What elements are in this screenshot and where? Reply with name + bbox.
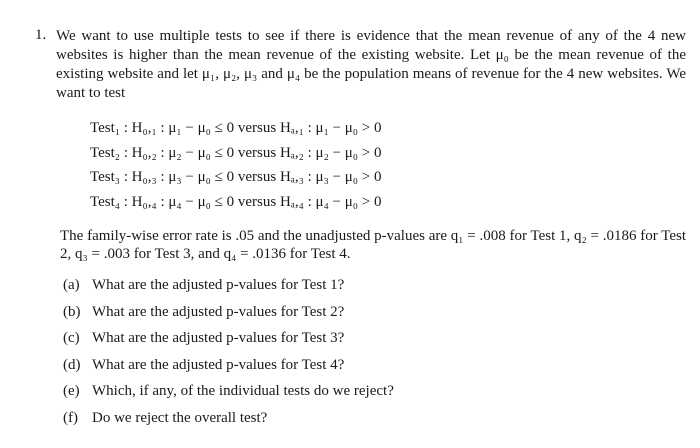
test-4-hypothesis: Test₄ : H₀,₄ : μ₄ − μ₀ ≤ 0 versus Hₐ,₄ : μ₄ − μ₀ > 0	[90, 193, 382, 210]
question-list	[63, 272, 394, 431]
question-text: What are the adjusted p-values for Test 1?	[92, 277, 345, 293]
question-label: (f)	[63, 409, 78, 426]
question-text: What are the adjusted p-values for Test 2?	[92, 303, 345, 320]
question-label: (a)	[63, 277, 80, 293]
hypothesis-tests	[90, 116, 382, 214]
question-b	[63, 299, 394, 326]
question-label: (b)	[63, 303, 81, 320]
question-a	[63, 272, 394, 299]
question-text: Do we reject the overall test?	[92, 409, 268, 426]
question-label: (e)	[63, 383, 80, 399]
question-text: What are the adjusted p-values for Test 3?	[92, 330, 345, 346]
problem-number: 1.	[35, 27, 47, 43]
question-label: (c)	[63, 330, 80, 346]
question-e	[63, 378, 394, 405]
question-text: What are the adjusted p-values for Test 4?	[92, 356, 345, 373]
test-3-hypothesis: Test₃ : H₀,₃ : μ₃ − μ₀ ≤ 0 versus Hₐ,₃ : μ₃ − μ₀ > 0	[90, 169, 382, 185]
test-1-hypothesis: Test₁ : H₀,₁ : μ₁ − μ₀ ≤ 0 versus Hₐ,₁ : μ₁ − μ₀ > 0	[90, 120, 382, 136]
question-label: (d)	[63, 356, 81, 373]
question-d	[63, 352, 394, 379]
error-rate-and-pvalues: The family-wise error rate is .05 and the unadjusted p-values are q₁ = .008 for Test 1, q₂ = .0186 for Test 2, q₃ = .003 for Test 3, and q₄ = .0136 for Test 4.	[60, 228, 686, 262]
question-f	[63, 405, 394, 432]
test-2-hypothesis: Test₂ : H₀,₂ : μ₂ − μ₀ ≤ 0 versus Hₐ,₂ : μ₂ − μ₀ > 0	[90, 144, 382, 161]
problem-intro: We want to use multiple tests to see if there is evidence that the mean revenue of any of the 4 new websites is higher than the mean revenue of the existing website. Let μ₀ be the mean revenue of the existing website and let μ₁, μ₂, μ₃ and μ₄ be the population means of revenue for the 4 new websites. We want to test	[56, 28, 686, 101]
question-text: Which, if any, of the individual tests do we reject?	[92, 383, 394, 399]
question-c	[63, 325, 394, 352]
